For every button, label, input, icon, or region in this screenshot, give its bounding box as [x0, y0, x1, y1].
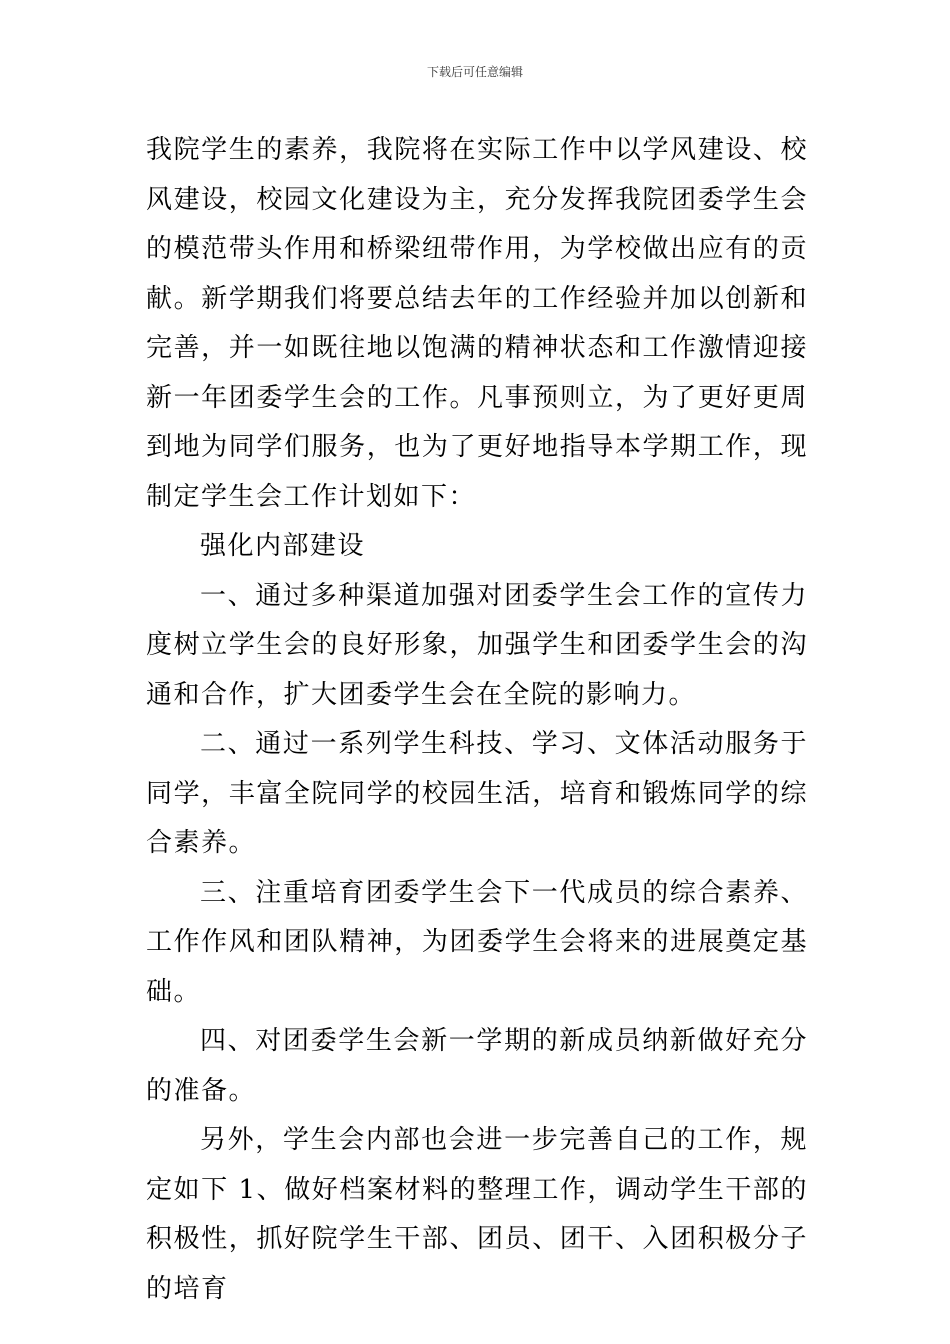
- paragraph-item-2: 二、通过一系列学生科技、学习、文体活动服务于同学，丰富全院同学的校园生活，培育和锻炼同学的综合素养。: [146, 729, 808, 858]
- paragraph-intro: 我院学生的素养，我院将在实际工作中以学风建设、校风建设，校园文化建设为主，充分发挥我院团委学生会的模范带头作用和桥梁纽带作用，为学校做出应有的贡献。新学期我们将要总结去年的工作经验并加以创新和完善，并一如既往地以饱满的精神状态和工作激情迎接新一年团委学生会的工作。凡事预则立，为了更好更周到地为同学们服务，也为了更好地指导本学期工作，现制定学生会工作计划如下：: [146, 135, 808, 512]
- paragraph-item-4: 四、对团委学生会新一学期的新成员纳新做好充分的准备。: [146, 1026, 808, 1106]
- paragraph-item-3: 三、注重培育团委学生会下一代成员的综合素养、工作作风和团队精神，为团委学生会将来的进展奠定基础。: [146, 877, 808, 1007]
- section-heading: 强化内部建设: [200, 531, 366, 561]
- page-header: 下载后可任意编辑: [426, 65, 523, 79]
- paragraph-additional: 另外，学生会内部也会进一步完善自己的工作，规定如下 1、做好档案材料的整理工作，调动学生干部的积极性，抓好院学生干部、团员、团干、入团积极分子的培育: [146, 1125, 808, 1304]
- paragraph-item-1: 一、通过多种渠道加强对团委学生会工作的宣传力度树立学生会的良好形象，加强学生和团委学生会的沟通和合作，扩大团委学生会在全院的影响力。: [146, 580, 808, 710]
- document-body: [146, 126, 808, 1314]
